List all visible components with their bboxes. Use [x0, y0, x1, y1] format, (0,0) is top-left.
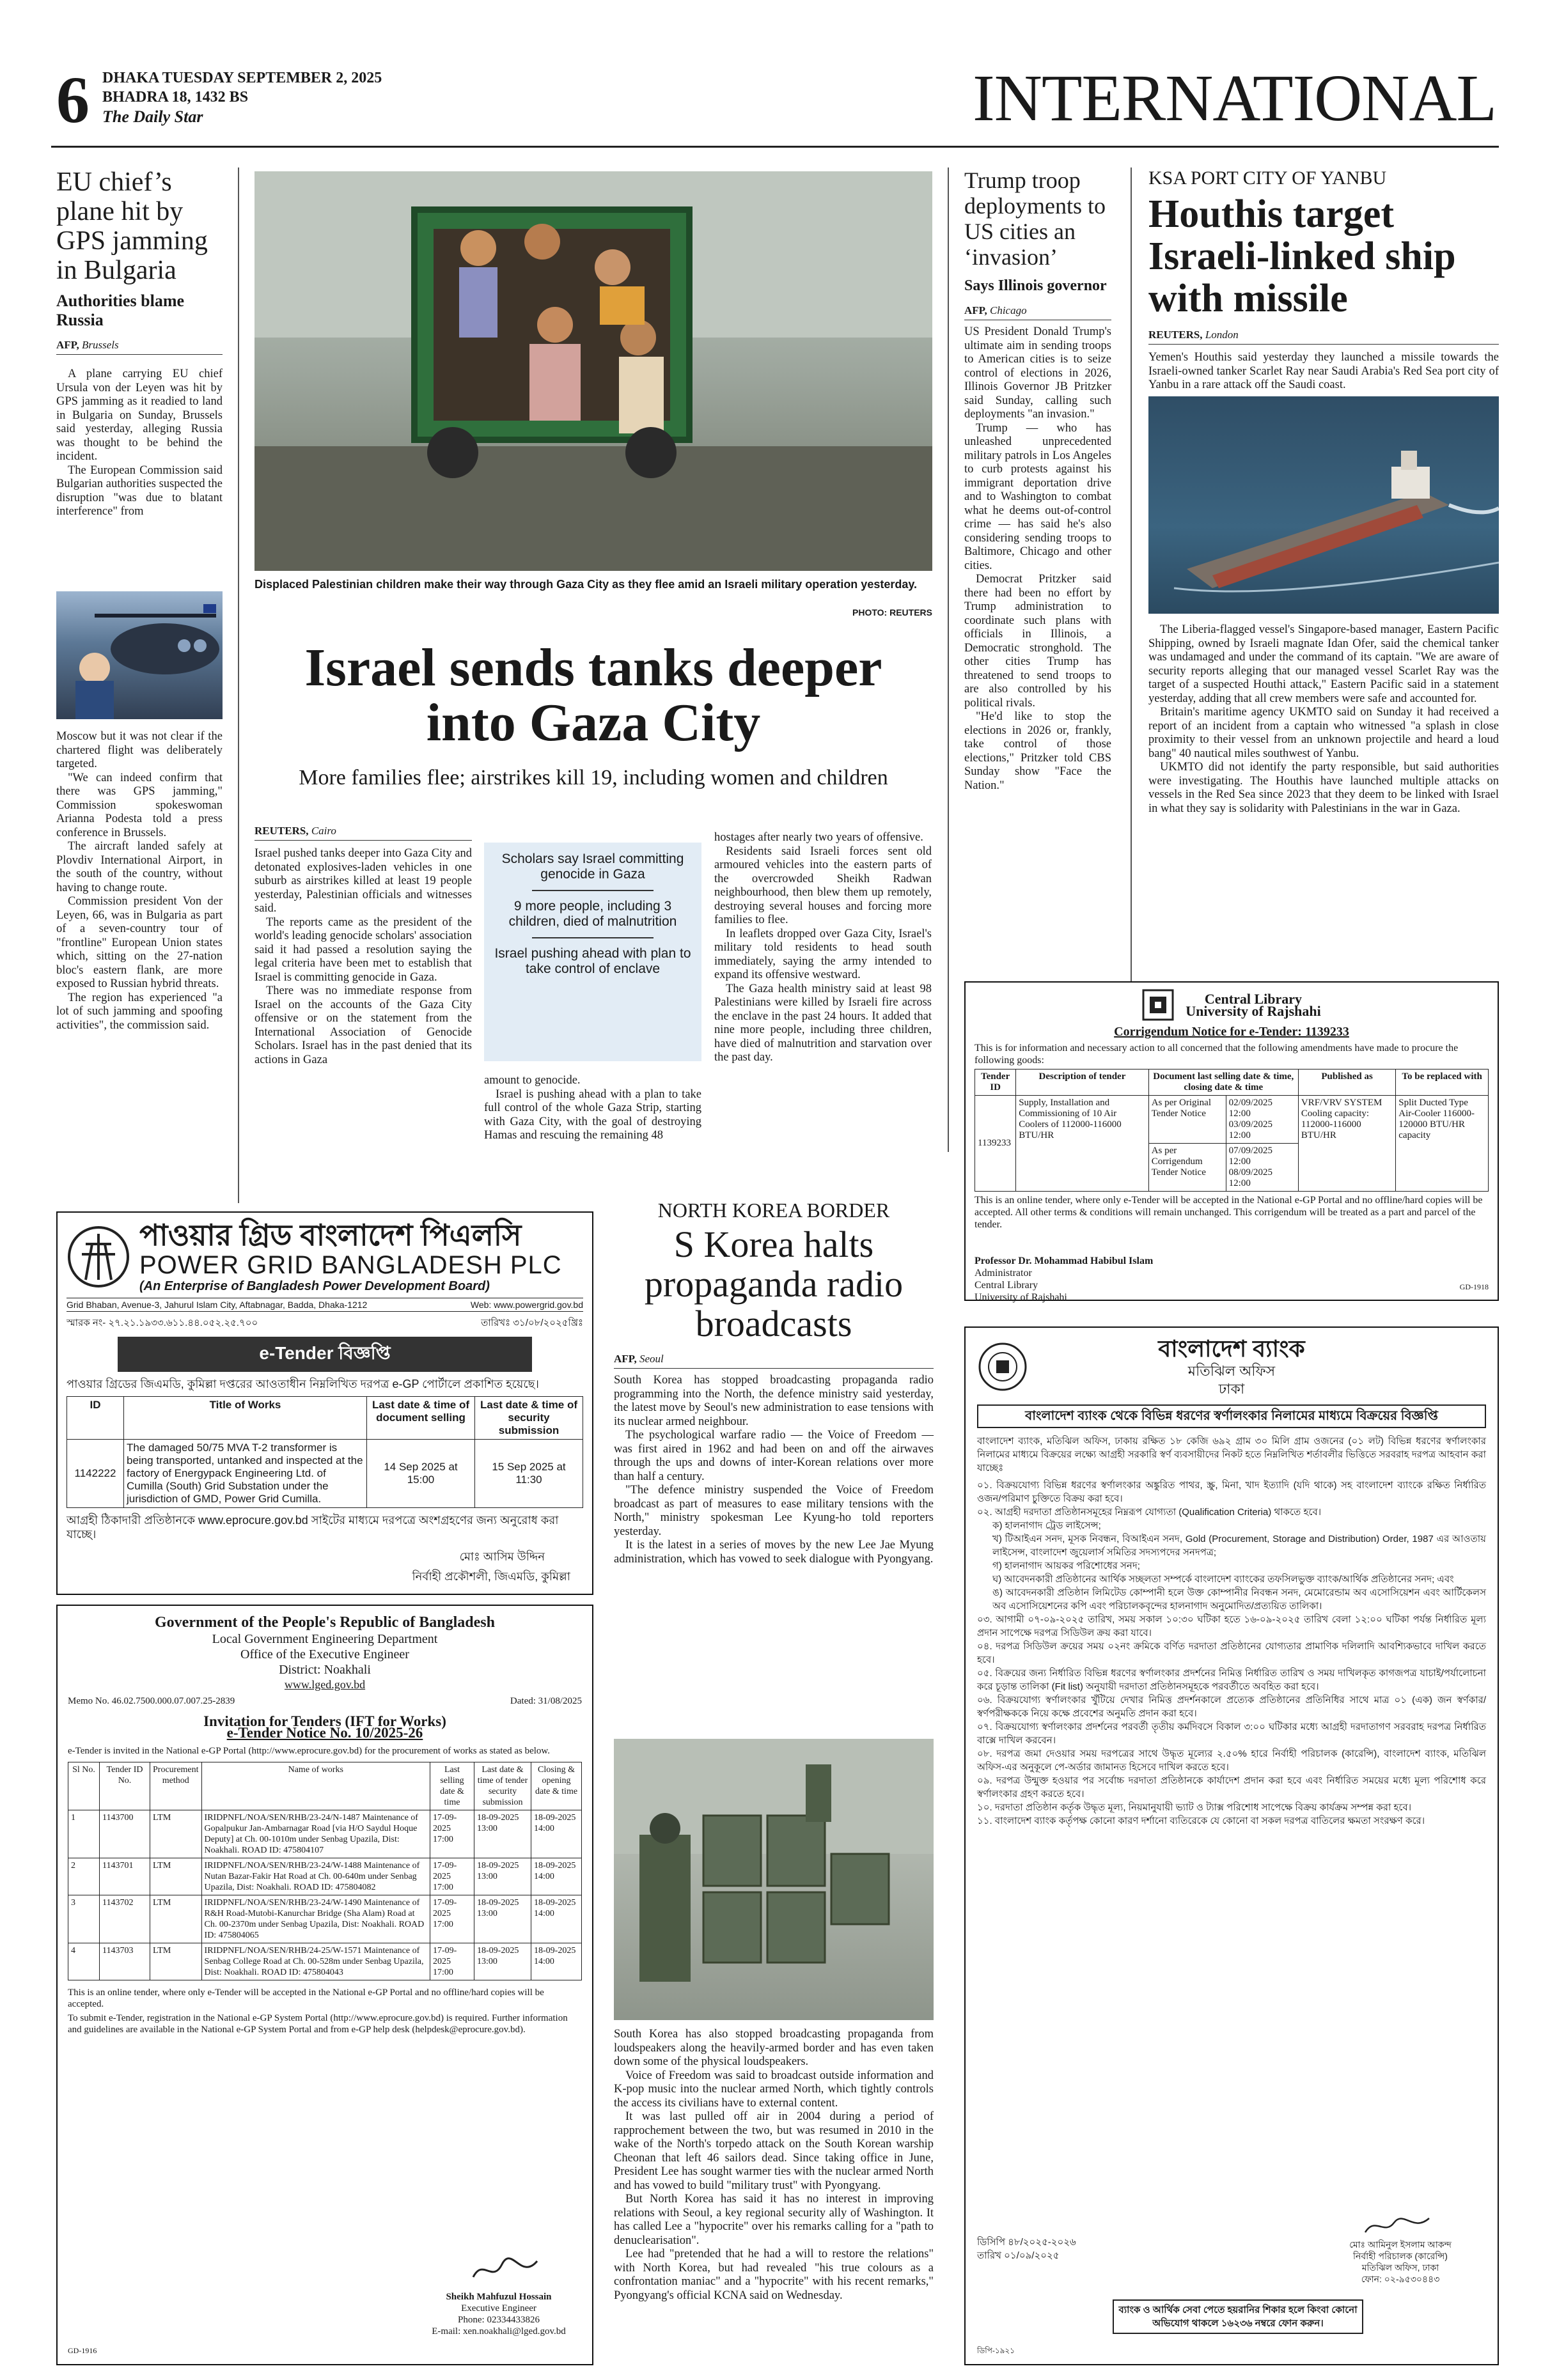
- pull-point-1: Scholars say Israel committing genocide in Gaza: [501, 852, 684, 882]
- von-der-leyen-photo: [56, 591, 223, 719]
- university-seal-icon: [1142, 989, 1174, 1021]
- lged-th-sec: Last date & time of tender security submission: [474, 1762, 531, 1810]
- pg-banner: e-Tender বিজ্ঞপ্তি: [118, 1337, 532, 1372]
- lged-dept: Local Government Engineering Department: [212, 1632, 438, 1646]
- bangladesh-bank-ad: [964, 1326, 1499, 2365]
- pg-row-id: 1142222: [67, 1440, 124, 1508]
- lged-intro: e-Tender is invited in the National e-GP Portal (http://www.eprocure.gov.bd) for the procurement of works as stated as below.: [68, 1746, 551, 1756]
- list-item: ০৯. দরপত্র উন্মুক্ত হওয়ার পর সর্বোচ্চ দরদাতা প্রতিষ্ঠানকে কার্যাদেশ প্রদান করা হবে এবং নির্ধারিত সময়ের মধ্যে মূল্য পরিশোধ করে স্বর্ণালংকার গ্রহণ করতে হবে।: [977, 1775, 1486, 1800]
- raj-row-orig-dates: 02/09/2025 12:00 03/09/2025 12:00: [1226, 1096, 1298, 1144]
- houthi-body: The Liberia-flagged vessel's Singapore-based manager, Eastern Pacific Shipping, owned by Israeli magnate Idan Ofer, said the chemical tanker was undamaged and under the command of its captain. "We are aware of security reports alleging that our managed vessel Scarlet Ray was the target of a suspected Houthi attack," Eastern Pacific said in a statement yesterday, adding that all crew members were safe and accounted for. Britain's maritime agency UKMTO said on Sunday it had received a report of an incident from a captain who witnessed "a splash in close proximity to their vessel from an unknown projectile and heard a loud bang" 40 nautical miles southwest of Yanbu. UKMTO did not identify the party responsible, but said authorities were investigating. The Houthis have launched multiple attacks on vessels in the Red Sea since 2023 that they deem to be linked with Israel in what they say is solidarity with Palestinians in the war in Gaza.: [1148, 623, 1499, 815]
- lged-th-sell: Last selling date & time: [430, 1762, 474, 1810]
- pg-th-id: ID: [67, 1397, 124, 1440]
- korea-body-bottom: South Korea has also stopped broadcasting propaganda from loudspeakers along the heavily-armed border and has even taken down some of the physical loudspeakers. Voice of Freedom was said to broadcast outside information and K-pop music into the nuclear armed North, which tightly controls the access its civilians have to external content. It was last pulled off air in 2004 during a period of rapprochement between the two, but was resumed in 2010 in the wake of the North's torpedo attack on the South Korean warship Cheonan that left 46 sailors dead. Since taking office in June, President Lee has sought warmer ties with the nuclear armed North and has vowed to build "military trust" with Pyongyang. But North Korea has said it has no interest in improving relations with Seoul, a key regional security ally of Washington. It has called Lee a "hypocrite" over his remarks calling for a "path to denuclearisation". Lee had "pretended that he had a will to restore the relations" with North Korea, but had revealed "his true colours as a confrontation maniac" and a "hypocrite" with his recent remarks," Pyongyang's official KCNA said on Wednesday.: [614, 2028, 934, 2302]
- lged-code: GD-1916: [68, 2346, 97, 2355]
- eu-headline: EU chief’s plane hit by GPS jamming in Bulgaria: [56, 167, 208, 285]
- eu-byline: AFP, Brussels: [56, 339, 223, 355]
- gaza-byline: REUTERS, Cairo: [254, 825, 472, 841]
- pg-address: Grid Bhaban, Avenue-3, Jahurul Islam City, Aftabnagar, Badda, Dhaka-1212: [67, 1300, 368, 1310]
- raj-th-desc: Description of tender: [1016, 1069, 1148, 1096]
- pg-tagline: (An Enterprise of Bangladesh Power Development Board): [139, 1279, 490, 1293]
- bb-signer-phone: ফোন: ০২-৯৫৩০৪৪৩: [1361, 2274, 1440, 2284]
- list-item: ঙ) আবেদনকারী প্রতিষ্ঠান লিমিটেড কোম্পানী হলে উক্ত কোম্পানীর নিবন্ধন সনদ, মেমোরেন্ডাম অব এসোসিয়েশন এবং আর্টিকেলস অব এসোসিয়েশনের কপি এবং পরিচালকবৃন্দের হালনাগাদ অনুমোদিত/প্রত্যয়িত তালিকা।: [992, 1587, 1486, 1612]
- trump-byline: AFP, Chicago: [964, 304, 1111, 320]
- raj-signer-l3: University of Rajshahi: [975, 1292, 1067, 1303]
- pg-row-security: 15 Sep 2025 at 11:30: [475, 1440, 583, 1508]
- raj-signer-l2: Central Library: [975, 1280, 1038, 1291]
- bb-office: মতিঝিল অফিস: [1187, 1363, 1276, 1379]
- pull-point-3: Israel pushing ahead with plan to take control of enclave: [494, 946, 691, 976]
- pg-th-selling: Last date & time of document selling: [367, 1397, 475, 1440]
- tanker-illustration: [1148, 396, 1499, 614]
- bb-code: ডিপি-১৯২১: [977, 2346, 1015, 2355]
- date-line: DHAKA TUESDAY SEPTEMBER 2, 2025: [102, 70, 382, 86]
- houthi-byline: REUTERS, London: [1148, 329, 1499, 345]
- list-item: ০৮. দরপত্র জমা দেওয়ার সময় দরপত্রের সাথে উদ্ধৃত মূল্যের ২.৫০% হারে নির্বাহী পরিচালক (কারেন্সি), বাংলাদেশ ব্যাংক, মতিঝিল অফিস-এর অনুকূলে পে-অর্ডার জামানত হিসেবে দাখিল করতে হবে।: [977, 1748, 1486, 1773]
- raj-th-rep: To be replaced with: [1396, 1069, 1489, 1096]
- lged-web: www.lged.gov.bd: [284, 1678, 366, 1691]
- list-item: ০৩. আগামী ০৭-০৯-২০২৫ তারিখ, সময় সকাল ১০:৩০ ঘটিকা হতে ১৬-০৯-২০২৫ তারিখ বেলা ১২:০০ ঘটিকা পর্যন্ত নির্ধারিত মূল্য প্রদান সাপেক্ষে দরপত্র সিডিউল ক্রয় করা যাবে।: [977, 1614, 1486, 1638]
- lged-notice: e-Tender Notice No. 10/2025-26: [226, 1725, 423, 1741]
- pg-tender-table: [67, 1396, 583, 1508]
- gaza-col2: amount to genocide. Israel is pushing ahead with a plan to take full control of the whole Gaza Strip, starting with Gaza City, with the goal of destroying Hamas and rescuing the remaining 48: [484, 1074, 701, 1142]
- bb-city: ঢাকা: [1218, 1381, 1245, 1397]
- lged-title: Invitation for Tenders (IFT for Works): [203, 1713, 446, 1729]
- lged-dated: Dated: 31/08/2025: [510, 1696, 582, 1706]
- pg-th-security: Last date & time of security submission: [475, 1397, 583, 1440]
- lged-signer-name: Sheikh Mahfuzul Hossain: [446, 2292, 552, 2302]
- pg-intro: পাওয়ার গ্রিডের জিএমডি, কুমিল্লা দপ্তরের আওতাধীন নিম্নলিখিত দরপত্র e-GP পোর্টালে প্রকাশিত হয়েছে।: [67, 1378, 539, 1390]
- trump-story: Trump troop deployments to US cities an ‘invasion’ Says Illinois governor AFP, Chicago US President Donald Trump's ultimate aim in sending troops to American cities is to seize control of elections in 2026, Illinois Governor JB Pritzker said Sunday, calling such deployments "an invasion." Trump — who has unleashed unprecedented military patrols in Los Angeles to curb protests against his immigrant deportation drive and to Washington to combat what he deems out-of-control crime — has said he's also considering sending troops to Baltimore, Chicago and other cities. Democrat Pritzker said there had been no effort by Trump administration to coordinate such plans with officials in Illinois, a Democratic stronghold. The other cities Trump has threatened to send troops to are also controlled by his political rivals. "He'd like to stop the elections in 2026 or, frankly, take control of those elections," Pritzker told CBS Sunday show "Face the Nation.": [964, 167, 1111, 792]
- raj-note: This is an online tender, where only e-Tender will be accepted in the National e-GP Portal and no offline/hard copies will be accepted. All other terms & conditions will remain unchanged. This corrigendum will be treated as a part and parcel of the tender.: [975, 1195, 1483, 1230]
- raj-th-pub: Published as: [1298, 1069, 1395, 1096]
- pg-memo-date: তারিখঃ ৩১/০৮/২০২৫খ্রিঃ: [481, 1318, 583, 1328]
- bb-signer-office: মতিঝিল অফিস, ঢাকা: [1361, 2262, 1439, 2273]
- list-item: ক) হালনাগাদ ট্রেড লাইসেন্স;: [992, 1520, 1101, 1531]
- col-rule-2: [948, 167, 949, 1152]
- bb-signature-icon: [1362, 2213, 1432, 2239]
- paper-logo: The Daily Star: [102, 107, 203, 126]
- raj-th-id: Tender ID: [975, 1069, 1016, 1096]
- raj-univ-name: University of Rajshahi: [1186, 1003, 1321, 1019]
- pg-signer-name: মোঃ আসিম উদ্দিন: [459, 1550, 545, 1563]
- lged-email: E-mail: xen.noakhali@lged.gov.bd: [432, 2326, 566, 2337]
- bb-signer-title: নির্বাহী পরিচালক (কারেন্সি): [1353, 2251, 1448, 2261]
- lged-phone: Phone: 02334433826: [458, 2315, 540, 2325]
- lged-th-id: Tender ID No.: [100, 1762, 150, 1810]
- lged-th-sl: Sl No.: [68, 1762, 100, 1810]
- eu-body-bottom: Moscow but it was not clear if the chartered flight was deliberately targeted. "We can indeed confirm that there was GPS jamming," Commission spokeswoman Arianna Podesta told a press conference in Brussels. The aircraft landed safely at Plovdiv International Airport, in the south of the country, without having to change route. Commission president Von der Leyen, 66, was in Bulgaria as part of a seven-country tour of "frontline" European Union states which, sitting on the 27-nation bloc's eastern flank, are more exposed to Russian hybrid threats. The region has experienced "a lot of such jamming and spoofing activities", the commission said.: [56, 730, 223, 1032]
- gaza-col1: REUTERS, Cairo Israel pushed tanks deeper into Gaza City and detonated explosives-laden vehicles in one suburb as airstrikes killed at least 19 people yesterday, Palestinian officials and witnesses said. The reports came as the president of the world's leading genocide scholars' association said it had passed a resolution saying the legal criteria have been met to establish that Israel is committing genocide in Gaza. There was no immediate response from Israel on the accounts of the Gaza City offensive or on the statement from the International Association of Genocide Scholars. Israel has in the past denied that its actions in Gaza: [254, 825, 472, 1066]
- col-rule-1: [238, 167, 239, 1203]
- lged-th-method: Procurement method: [150, 1762, 202, 1810]
- list-item: ০৫. বিক্রয়ের জন্য নির্ধারিত বিভিন্ন ধরণের স্বর্ণালংকার প্রদর্শনের নিমিত্ত নির্ধারিত তারিখ ও সময় দাখিলকৃত কাগজপত্র যাচাই/পর্যালোচনা করে চূড়ান্ত তালিকা (Fit list) অনুযায়ী দরদাতা প্রতিষ্ঠানসমূহকে পরবর্তীতে অবহিত করা হবে।: [977, 1668, 1486, 1692]
- gaza-headline: Israel sends tanks deeper into Gaza City: [304, 638, 882, 752]
- raj-intro: This is for information and necessary action to all concerned that the following amendments have made to procure the following goods:: [975, 1043, 1459, 1066]
- korea-byline: AFP, Seoul: [614, 1353, 934, 1369]
- cart-illustration: [254, 171, 932, 571]
- table-row: 2 1143701 LTM IRIDPNFL/NOA/SEN/RHB/23-24/W-1488 Maintenance of Nutan Bazar-Fakir Hat Road at Ch. 00-640m under Senbag Upazila, Dist: Noakhali. ROAD ID: 475804082 17-09-2025 17:00 18-09-2025 13:00 18-09-2025 14:00: [68, 1858, 582, 1895]
- helicopter-illustration: [56, 591, 223, 719]
- list-item: গ) হালনাগাদ আয়কর পরিশোধের সনদ;: [992, 1560, 1140, 1571]
- houthi-story: [1148, 167, 1499, 393]
- table-row: 4 1143703 LTM IRIDPNFL/NOA/SEN/RHB/24-25/W-1571 Maintenance of Senbag College Road at Ch. 00-528m under Senbag Upazila, Dist: Noakhali. ROAD ID: 475804043 17-09-2025 17:00 18-09-2025 13:00 18-09-2025 14:00: [68, 1943, 582, 1980]
- raj-corrigendum-table: [975, 1069, 1489, 1192]
- power-grid-ad: [56, 1211, 593, 1595]
- list-item: ঘ) আবেদনকারী প্রতিষ্ঠানের আর্থিক সচ্ছলতা সম্পর্কে বাংলাদেশ ব্যাংকের তফসিলভুক্ত ব্যাংক/আর্থিক প্রতিষ্ঠানের সনদ; এবং: [992, 1574, 1454, 1585]
- list-item: ১১. বাংলাদেশ ব্যাংক কর্তৃপক্ষ কোনো কারণ দর্শানো ব্যতিরেকে যে কোনো বা সকল দরপত্র বাতিলের ক্ষমতা সংরক্ষণ করে।: [977, 1816, 1425, 1826]
- lged-note-1: This is an online tender, where only e-Tender will be accepted in the National e-GP Portal and no offline/hard copies will be accepted.: [68, 1987, 544, 2009]
- bb-ref1: ডিসিপি ৪৮/২০২৫-২০২৬: [977, 2237, 1076, 2248]
- houthi-lead: Yemen's Houthis said yesterday they launched a missile towards the Israeli-owned tanker Scarlet Ray near Saudi Arabia's Red Sea port city of Yanbu in a rare attack off the Saudi coast.: [1148, 351, 1499, 391]
- lged-district: District: Noakhali: [279, 1663, 371, 1677]
- loudspeaker-photo: [614, 1739, 934, 2020]
- gaza-children-photo: [254, 171, 932, 571]
- raj-notice-title: Corrigendum Notice for e-Tender: 1139233: [1114, 1025, 1349, 1039]
- pg-th-title: Title of Works: [124, 1397, 367, 1440]
- korea-story: NORTH KOREA BORDER S Korea halts propaganda radio broadcasts AFP, Seoul South Korea has stopped broadcasting propaganda radio programming into the North, the defence ministry said yesterday, the latest move by Seoul's new administration to ease tensions with its nuclear armed neighbour. The psychological warfare radio — the Voice of Freedom — was first aired in 1962 and had been on and off the airwaves through the ups and downs of inter-Korean relations over more than half a century. "The defence ministry suspended the Voice of Freedom broadcast as part of measures to ease military tensions with the North," ministry spokesman Lee Kyung-ho told reporters yesterday. It is the latest in a series of moves by the new Lee Jae Myung administration, which has vowed to seek dialogue with Pyongyang.: [614, 1199, 934, 1566]
- bb-footer: ব্যাংক ও আর্থিক সেবা পেতে হয়রানির শিকার হলে কিংবা কোনো অভিযোগ থাকলে ১৬২৩৬ নম্বরে ফোন করুন।: [1113, 2299, 1363, 2334]
- gaza-deck: More families flee; airstrikes kill 19, including women and children: [299, 766, 888, 789]
- table-row: 1 1143700 LTM IRIDPNFL/NOA/SEN/RHB/23-24/N-1487 Maintenance of Gopalpukur Jan-Ambarnagar Road [via H/O Saydul Hoque Deputy] at Ch. 00-1010m under Senbag Upazila, Dist: Noakhali. ROAD ID: 475804107 17-09-2025 17:00 18-09-2025 13:00 18-09-2025 14:00: [68, 1810, 582, 1858]
- list-item: ১০. দরদাতা প্রতিষ্ঠান কর্তৃক উদ্ধৃত মূল্য, নিয়মানুযায়ী ভ্যাট ও ট্যাক্স পরিশোধ সাপেক্ষে বিক্রয় কার্যক্রম সম্পন্ন করা হবে।: [977, 1802, 1412, 1813]
- raj-library-name: Central Library: [1204, 991, 1303, 1007]
- lged-ad: [56, 1605, 593, 2365]
- masthead-rule: [51, 146, 1499, 148]
- list-item: ০৬. বিক্রয়যোগ্য স্বর্ণালংকার খুঁটিয়ে দেখার নিমিত্ত প্রদর্শনকালে প্রত্যেক প্রতিষ্ঠানের প্রতিনিধির সাথে মাত্র ০১ (এক) জন স্বর্ণকার/স্বর্ণপরীক্ষককে নিয়ে কক্ষে প্রবেশের অনুমতি প্রদান করা হবে।: [977, 1695, 1486, 1719]
- pull-point-2: 9 more people, including 3 children, died of malnutrition: [508, 899, 677, 929]
- bangla-date: BHADRA 18, 1432 BS: [102, 89, 249, 105]
- houthi-kicker: KSA PORT CITY OF YANBU: [1148, 167, 1387, 189]
- raj-signer-l1: Administrator: [975, 1268, 1032, 1279]
- houthi-headline: Houthis target Israeli-linked ship with missile: [1148, 192, 1456, 320]
- lged-gov: Government of the People's Republic of Bangladesh: [155, 1614, 495, 1631]
- pg-signer-title: নির্বাহী প্রকৌশলী, জিএমডি, কুমিল্লা: [412, 1570, 570, 1583]
- list-item: ০৪. দরপত্র সিডিউল ক্রয়ের সময় ০২নং ক্রমিকে বর্ণিত দরদাতা প্রতিষ্ঠানের যোগ্যতার প্রামাণিক দলিলাদি আবশ্যিকভাবে দাখিল করতে হবে।: [977, 1641, 1486, 1665]
- korea-kicker: NORTH KOREA BORDER: [657, 1199, 890, 1222]
- list-item: ০২. আগ্রহী দরদাতা প্রতিষ্ঠানসমূহের নিম্নরূপ যোগ্যতা (Qualification Criteria) থাকতে হবে।: [977, 1507, 1322, 1518]
- bb-signer: মোঃ আমিনুল ইসলাম আকন্দ: [1349, 2239, 1452, 2250]
- gaza-pull-box: [484, 843, 701, 1061]
- eu-story: [56, 167, 223, 519]
- bb-items: [977, 1479, 1486, 1828]
- power-grid-logo-icon: [67, 1225, 130, 1289]
- list-item: ০৭. বিক্রয়যোগ্য স্বর্ণালংকার প্রদর্শনের পরবর্তী তৃতীয় কর্মদিবসে বিকাল ৩:০০ ঘটিকার মধ্যে আগ্রহী দরদাতাগণ সরবরাহ দরপত্র নির্ধারিত বাক্সে দাখিল করবেন।: [977, 1722, 1486, 1746]
- raj-signer: Professor Dr. Mohammad Habibul Islam: [975, 1256, 1154, 1266]
- korea-headline: S Korea halts propaganda radio broadcasts: [644, 1224, 904, 1344]
- raj-row-corr-dates: 07/09/2025 12:00 08/09/2025 12:00: [1226, 1144, 1298, 1192]
- raj-row-pub: VRF/VRV SYSTEM Cooling capacity: 112000-116000 BTU/HR: [1298, 1096, 1395, 1192]
- lged-th-close: Closing & opening date & time: [531, 1762, 582, 1810]
- list-item: ০১. বিক্রয়যোগ্য বিভিন্ন ধরণের স্বর্ণালংকার অঙ্কুরিত পাথর, স্ক্রু, মিনা, খাদ ইত্যাদি (যদি থাকে) সহ বাংলাদেশ ব্যাংকে রক্ষিত নির্ধারিত ওজন/পরিমাণ চুক্তিতে বিক্রয় করা হবে।: [977, 1480, 1486, 1504]
- raj-row-orig: As per Original Tender Notice: [1148, 1096, 1226, 1144]
- raj-row-rep: Split Ducted Type Air-Cooler 116000-120000 BTU/HR capacity: [1396, 1096, 1489, 1192]
- lged-memo: Memo No. 46.02.7500.000.07.007.25-2839: [68, 1696, 235, 1706]
- signature-icon: [467, 2252, 544, 2290]
- lged-office: Office of the Executive Engineer: [240, 1647, 409, 1661]
- lged-tender-table: [68, 1762, 582, 1980]
- rajshahi-library-ad: [964, 981, 1499, 1301]
- trump-headline: Trump troop deployments to US cities an ‘invasion’: [964, 167, 1106, 270]
- pg-row-title: The damaged 50/75 MVA T-2 transformer is being transported, untanked and inspected at the factory of Energypack Engineering Ltd. of Cumilla (South) Grid Substation under the jurisdiction of GMD, Power Grid Cumilla.: [124, 1440, 367, 1508]
- bb-banner: বাংলাদেশ ব্যাংক থেকে বিভিন্ন ধরণের স্বর্ণালংকার নিলামের মাধ্যমে বিক্রয়ের বিজ্ঞপ্তি: [977, 1404, 1486, 1428]
- tanker-photo: [1148, 396, 1499, 614]
- section-title: INTERNATIONAL: [973, 61, 1496, 135]
- trump-subhead: Says Illinois governor: [964, 277, 1107, 294]
- bb-title: বাংলাদেশ ব্যাংক: [1158, 1335, 1305, 1362]
- raj-ad-code: GD-1918: [1459, 1282, 1489, 1291]
- raj-row-id: 1139233: [975, 1096, 1016, 1192]
- list-item: খ) টিআইএন সনদ, মূসক নিবন্ধন, বিআইএন সনদ, Gold (Procurement, Storage and Distribution) Order, 1987 এর আওতায় লাইসেন্স, বাংলাদেশ জুয়েলার্স সমিতির সদস্যপদের সনদপত্র;: [992, 1534, 1486, 1558]
- pg-memo: স্মারক নং- ২৭.২১.১৯৩৩.৬১১.৪৪.০৫২.২৫.৭০০: [67, 1318, 258, 1328]
- bb-intro: বাংলাদেশ ব্যাংক, মতিঝিল অফিস, ঢাকায় রক্ষিত ১৮ কেজি ৬৯২ গ্রাম ৩০ মিলি গ্রাম ওজনের (০১ লট) বিভিন্ন ধরণের স্বর্ণালংকার নিলামের মাধ্যমে বিক্রয়ের লক্ষ্যে আগ্রহী সরকারি স্বর্ণ ব্যবসায়ীদের নিকট হতে নিম্নলিখিত শর্তাবলীর ভিত্তিতে সরবরাহ দরপত্র আহবান করা যাচ্ছেঃ: [977, 1436, 1486, 1474]
- pg-en-title: POWER GRID BANGLADESH PLC: [139, 1251, 562, 1279]
- raj-row-corr: As per Corrigendum Tender Notice: [1148, 1144, 1226, 1192]
- lged-signer-title: Executive Engineer: [461, 2303, 536, 2314]
- gaza-photo-credit: PHOTO: REUTERS: [852, 607, 932, 618]
- pg-footer: আগ্রহী ঠিকাদারী প্রতিষ্ঠানকে www.eprocure.gov.bd সাইটের মাধ্যমে দরপত্রে অংশগ্রহণের জন্য অনুরোধ করা যাচ্ছে।: [67, 1514, 559, 1541]
- gaza-col3: hostages after nearly two years of offensive. Residents said Israeli forces sent old armoured vehicles into the eastern parts of the overcrowded Sheikh Radwan neighbourhood, then blew them up remotely, destroying several houses and forcing more families to flee. In leaflets dropped over Gaza City, Israel's military told residents to head south immediately, saying the army intended to expand its offensive westward. The Gaza health ministry said at least 98 Palestinians were killed by Israeli fire across the enclave in the past 24 hours. It added that nine more people, including three children, have died of malnutrition and starvation over the past day.: [714, 831, 932, 1064]
- loudspeaker-illustration: [614, 1739, 934, 2020]
- eu-body-top: A plane carrying EU chief Ursula von der Leyen was hit by GPS jamming as it readied to land in Bulgaria on Sunday, Brussels said yesterday, alleging Russia was thought to be behind the incident. The European Commission said Bulgarian authorities suspected the disruption "was due to blatant interference" from: [56, 368, 223, 518]
- raj-row-desc: Supply, Installation and Commissioning of 10 Air Coolers of 112000-116000 BTU/HR: [1016, 1096, 1148, 1192]
- raj-th-dates: Document last selling date & time, closing date & time: [1148, 1069, 1298, 1096]
- pg-bn-title: পাওয়ার গ্রিড বাংলাদেশ পিএলসি: [139, 1218, 522, 1252]
- page-number: 6: [56, 63, 90, 137]
- table-row: 3 1143702 LTM IRIDPNFL/NOA/SEN/RHB/23-24/W-1490 Maintenance of R&H Road-Mutobi-Kanurchar Bridge (Sha Alam) Road at Ch. 00-2370m under Senbag Upazila, Dist: Noakhali. ROAD ID: 475804065 17-09-2025 17:00 18-09-2025 13:00 18-09-2025 14:00: [68, 1895, 582, 1943]
- gaza-photo-caption: Displaced Palestinian children make their way through Gaza City as they flee amid an Israeli military operation yesterday.: [254, 578, 918, 591]
- pg-web: Web: www.powergrid.gov.bd: [470, 1300, 583, 1310]
- lged-note-2: To submit e-Tender, registration in the National e-GP System Portal (http://www.eprocure.gov.bd) is required. Further information and guidelines are available in the National e-GP System Portal and from e-GP help desk (helpdesk@eprocure.gov.bd).: [68, 2013, 568, 2035]
- eu-subhead: Authorities blame Russia: [56, 292, 185, 329]
- bangladesh-bank-logo-icon: [977, 1341, 1028, 1392]
- pg-row-selling: 14 Sep 2025 at 15:00: [367, 1440, 475, 1508]
- bb-ref2: তারিখ ০১/০৯/২০২৫: [977, 2250, 1060, 2261]
- lged-th-name: Name of works: [201, 1762, 430, 1810]
